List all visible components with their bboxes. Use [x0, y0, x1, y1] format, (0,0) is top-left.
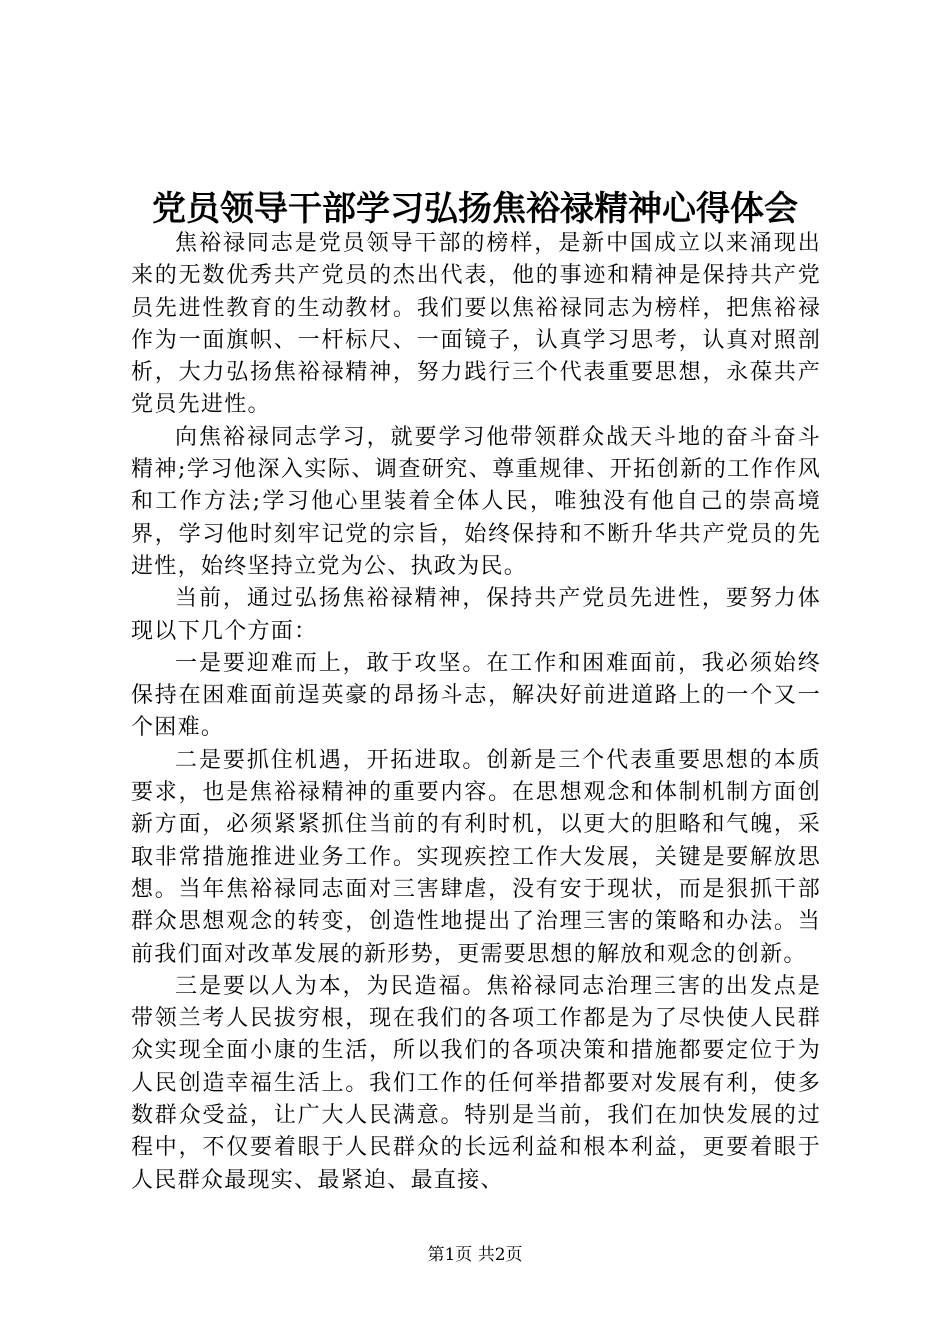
- paragraph-1: 焦裕禄同志是党员领导干部的榜样，是新中国成立以来涌现出来的无数优秀共产党员的杰出代表，他的事迹和精神是保持共产党员先进性教育的生动教材。我们要以焦裕禄同志为榜样，把焦裕禄作为一面旗帜、一杆标尺、一面镜子，认真学习思考，认真对照剖析，大力弘扬焦裕禄精神，努力践行三个代表重要思想，永葆共产党员先进性。: [131, 231, 821, 418]
- paragraph-4: 一是要迎难而上，敢于攻坚。在工作和困难面前，我必须始终保持在困难面前逞英豪的昂扬斗志，解决好前进道路上的一个又一个困难。: [131, 650, 821, 741]
- paragraph-5: 二是要抓住机遇，开拓进取。创新是三个代表重要思想的本质要求，也是焦裕禄精神的重要内容。在思想观念和体制机制方面创新方面，必须紧紧抓住当前的有利时机，以更大的胆略和气魄，采取非常措施推进业务工作。实现疾控工作大发展，关键是要解放思想。当年焦裕禄同志面对三害肆虐，没有安于现状，而是狠抓干部群众思想观念的转变，创造性地提出了治理三害的策略和办法。当前我们面对改革发展的新形势，更需要思想的解放和观念的创新。: [131, 747, 821, 967]
- paragraph-3: 当前，通过弘扬焦裕禄精神，保持共产党员先进性，要努力体现以下几个方面：: [131, 586, 821, 644]
- paragraph-2: 向焦裕禄同志学习，就要学习他带领群众战天斗地的奋斗奋斗精神;学习他深入实际、调查研究、尊重规律、开拓创新的工作作风和工作方法;学习他心里装着全体人民，唯独没有他自己的崇高境界，学习他时刻牢记党的宗旨，始终保持和不断升华共产党员的先进性，始终坚持立党为公、执政为民。: [131, 424, 821, 579]
- document-title: 党员领导干部学习弘扬焦裕禄精神心得体会: [152, 189, 798, 229]
- document-body: [131, 228, 821, 1197]
- paragraph-6: 三是要以人为本，为民造福。焦裕禄同志治理三害的出发点是带领兰考人民拔穷根，现在我们的各项工作都是为了尽快使人民群众实现全面小康的生活，所以我们的各项决策和措施都要定位于为人民创造幸福生活上。我们工作的任何举措都要对发展有利，使多数群众受益，让广大人民满意。特别是当前，我们在加快发展的过程中，不仅要着眼于人民群众的长远利益和根本利益，更要着眼于人民群众最现实、最紧迫、最直接、: [131, 973, 821, 1193]
- page-footer: 第1页 共2页: [427, 1245, 523, 1265]
